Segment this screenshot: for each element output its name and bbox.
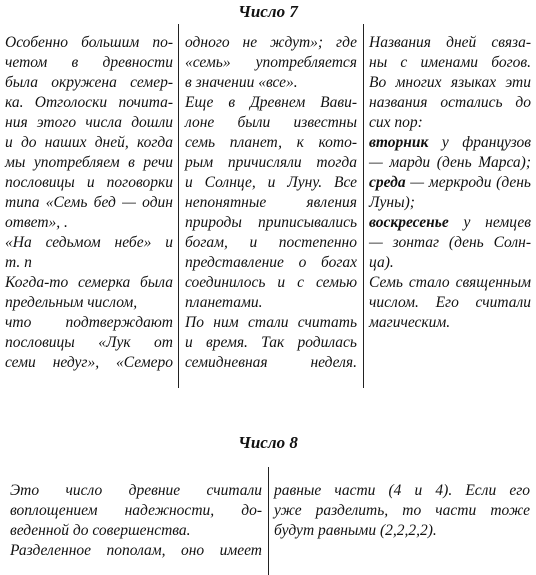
text-line: типа «Семь бед — один — [5, 194, 173, 211]
text-line: уже разделить, то части тоже — [274, 502, 530, 519]
text-line: — марди (день Марса); — [369, 154, 531, 171]
text-line: будут равными (2,2,2,2). — [274, 522, 437, 539]
text-line: ответ», . — [5, 214, 68, 231]
text-line: ны с именами богов. — [369, 54, 531, 71]
text-line: четом в древности — [5, 54, 173, 71]
text-line: По ним стали считать — [185, 314, 357, 331]
section-8-column-1 — [10, 481, 262, 561]
text-line: пословицы и поговорки — [5, 174, 173, 191]
text-line: Особенно большим по- — [5, 34, 173, 51]
section-8-divider — [268, 467, 269, 575]
text-line: семи недуг», «Семеро — [5, 354, 173, 371]
text-line: Это число древние считали — [10, 482, 262, 499]
text-line: ца). — [369, 254, 394, 271]
text-line: семидневная неделя. — [185, 354, 357, 371]
text-line: и Солнце, и Луну. Все — [185, 174, 357, 191]
section-7-divider-right — [363, 24, 364, 388]
section-7-column-2 — [185, 33, 357, 373]
text-line: и время. Так родилась — [185, 334, 357, 351]
text-line: Разделенное пополам, оно имеет — [10, 542, 262, 559]
text-line: что подтверждают — [5, 314, 173, 331]
weekday-term-tuesday: вторник — [369, 134, 429, 151]
section-8-column-2 — [274, 481, 530, 541]
weekday-line-sunday — [369, 213, 531, 233]
text-line: в значении «все». — [185, 74, 298, 91]
text-line: числом. Его считали — [369, 294, 531, 311]
text-fragment: — меркроди (день — [405, 174, 531, 191]
text-line: планетами. — [185, 294, 263, 311]
text-line: рым причисляли тогда — [185, 154, 357, 171]
text-line: соединилось и с семью — [185, 274, 357, 291]
text-line: одного не ждут»; где — [185, 34, 357, 51]
text-line: — зонтаг (день Солн- — [369, 234, 531, 251]
text-line: лоне были известны — [185, 114, 357, 131]
text-line: Луны); — [369, 194, 415, 211]
weekday-line-wednesday — [369, 173, 531, 193]
text-line: представление о богах — [185, 254, 357, 271]
text-line: мы употребляем в речи — [5, 154, 173, 171]
text-line: «семь» употребляется — [185, 54, 357, 71]
weekday-line-tuesday — [369, 133, 531, 153]
section-7-column-1 — [5, 33, 173, 373]
text-line: непонятные явления — [185, 194, 357, 211]
text-line: названия остались до — [369, 94, 531, 111]
text-line: веденной до совершенства. — [10, 522, 191, 539]
section-8-title: Число 8 — [238, 433, 298, 452]
text-line: предельным числом, — [5, 294, 138, 311]
text-line: семь планет, к кото- — [185, 134, 357, 151]
text-line: «На седьмом небе» и — [5, 234, 173, 251]
text-fragment: у немцев — [448, 214, 531, 231]
text-line: сих пор: — [369, 114, 423, 131]
text-line: и до наших дней, когда — [5, 134, 173, 151]
text-line: ка. Отголоски почита- — [5, 94, 173, 111]
text-line: Когда-то семерка была — [5, 274, 173, 291]
section-7-divider-left — [178, 24, 179, 388]
text-line: магическим. — [369, 314, 451, 331]
text-line: богам, и постепенно — [185, 234, 357, 251]
text-line: равные части (4 и 4). Если его — [274, 482, 530, 499]
text-line: Во многих языках эти — [369, 74, 531, 91]
section-7-column-3 — [369, 33, 531, 333]
text-line: Семь стало священным — [369, 274, 531, 291]
text-line: ния этого числа дошли — [5, 114, 173, 131]
text-line: т. п — [5, 254, 32, 271]
weekday-term-wednesday: среда — [369, 174, 406, 191]
text-line: Названия дней связа- — [369, 34, 531, 51]
section-7-title: Число 7 — [238, 2, 298, 21]
text-line: воплощением надежности, до- — [10, 502, 262, 519]
text-line: пословицы «Лук от — [5, 334, 173, 351]
text-line: природы приписывались — [185, 214, 357, 231]
text-line: Еще в Древнем Вави- — [185, 94, 357, 111]
text-fragment: у французов — [428, 134, 531, 151]
weekday-term-sunday: воскресенье — [369, 214, 449, 231]
text-line: была окружена семер- — [5, 74, 173, 91]
